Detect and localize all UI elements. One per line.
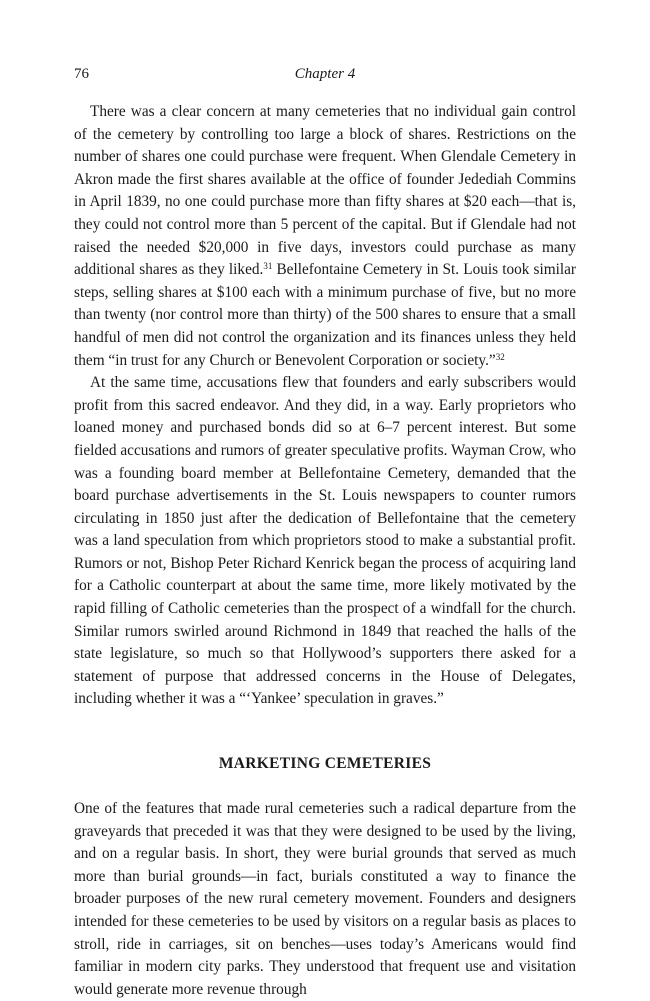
paragraph-text: Bellefontaine Cemetery in St. Louis took similar steps, selling shares at $100 each with a minimum purchase of five, but no more than twenty (nor control more than thirty) of the 500 shares to ensure that a small handful of men did not control the organization and its finances unless they held them “in trust for any Church or Benevolent Corporation or society.” <box>74 261 576 369</box>
section-heading: MARKETING CEMETERIES <box>218 755 432 773</box>
paragraph-marketing: One of the features that made rural cemeteries such a radical departure from the graveyards that preceded it was that they were designed to be used by the living, and on a regular basis. In short, they were burial grounds that served as much more than burial grounds—in fact, burials constituted a way to finance the broader purposes of the new rural cemetery movement. Founders and designers intended for these cemeteries to be used by visitors on a regular basis as places to stroll, ride in carriages, sit on benches—uses today’s Americans would find familiar in modern city parks. They understood that frequent use and visitation would generate more revenue through <box>74 800 576 998</box>
page-body <box>74 101 576 1001</box>
running-head: Chapter 4 <box>294 66 356 82</box>
page-number: 76 <box>74 66 89 82</box>
paragraph-speculation-accusations: At the same time, accusations flew that founders and early subscribers would profit from this sacred endeavor. And they did, in a way. Early proprietors who loaned money and purchased bonds did so at 6–7 percent interest. But some fielded accusations and rumors of greater speculative profits. Wayman Crow, who was a founding board member at Bellefontaine Cemetery, demanded that the board purchase advertisements in the St. Louis newspapers to counter rumors circulating in 1850 just after the dedication of Bellefontaine that the cemetery was a land speculation from which proprietors stood to make a substantial profit. Rumors or not, Bishop Peter Richard Kenrick began the process of acquiring land for a Catholic counterpart at about the same time, more likely motivated by the rapid filling of Catholic cemeteries than the prospect of a windfall for the church. Similar rumors swirled around Richmond in 1849 that reached the halls of the state legislature, so much so that Hollywood’s supporters there asked for a statement of purpose that addressed concerns in the House of Delegates, including whether it was a “‘Yankee’ speculation in graves.” <box>74 374 576 708</box>
page-header <box>74 66 576 86</box>
footnote-ref-32: 32 <box>495 351 505 362</box>
paragraph-share-restrictions <box>74 101 576 372</box>
footnote-ref-31: 31 <box>263 261 273 272</box>
paragraph-text: There was a clear concern at many cemeteries that no individual gain control of the cemetery by controlling too large a block of shares. Restrictions on the number of shares one could purchase were frequent. When Glendale Cemetery in Akron made the first shares available at the office of founder Jedediah Commins in April 1839, no one could purchase more than fifty shares at $20 each—that is, they could not control more than 5 percent of the capital. But if Glendale had not raised the needed $20,000 in five days, investors could purchase as many additional shares as they liked. <box>74 103 576 279</box>
